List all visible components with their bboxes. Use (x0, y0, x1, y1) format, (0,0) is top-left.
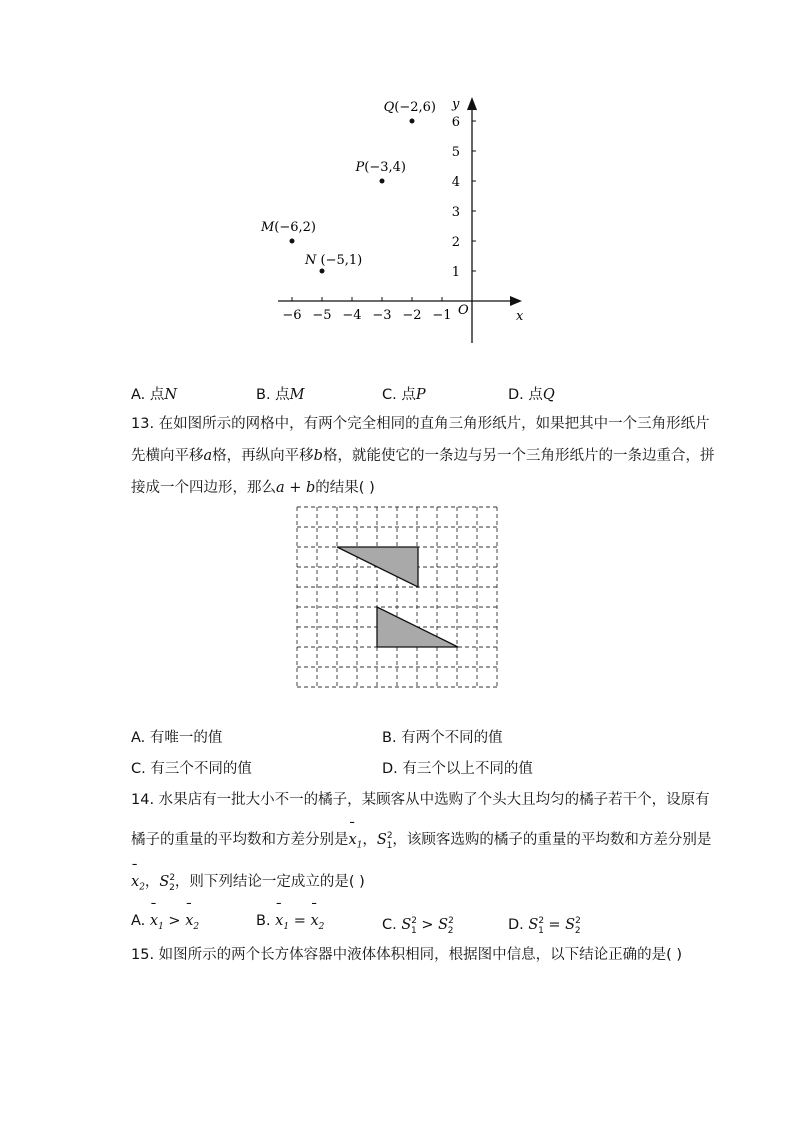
point-Q (410, 119, 415, 124)
option-a-text: A. 点 (131, 387, 165, 403)
point-label-Q: Q(−2,6) (383, 100, 436, 115)
x-bar: ¯ x (310, 911, 318, 931)
q12-option-b[interactable] (256, 385, 305, 405)
q14-sub: 2 (169, 882, 175, 893)
sup: 2 (575, 916, 581, 926)
q14-s-var: S (376, 831, 387, 848)
q13-expression: a + b (276, 480, 316, 496)
point-N (320, 269, 325, 274)
q14-sub: 2 (139, 882, 145, 893)
x-bar: ¯ x (275, 911, 283, 931)
eq-sign: = (543, 916, 566, 933)
q14-option-d[interactable] (508, 911, 581, 941)
option-prefix: C. (382, 916, 397, 933)
s-var: S (528, 916, 539, 933)
s-var: S (401, 916, 412, 933)
q14-sup: 2 (386, 831, 393, 841)
y-tick-label: 4 (451, 175, 460, 190)
point-P (380, 179, 385, 184)
option-prefix: A. (131, 913, 146, 929)
sup: 2 (411, 916, 418, 926)
sub: 1 (411, 925, 417, 936)
q12-option-d[interactable] (508, 385, 555, 405)
x-bar: ¯ x (150, 911, 158, 931)
q14-sep: ， (144, 873, 160, 890)
point-label-P: P(−3,4) (355, 160, 406, 175)
point-label-M: M(−6,2) (260, 220, 316, 235)
y-tick-label: 1 (451, 265, 460, 280)
q14-line-2 (131, 826, 711, 856)
q14-text: 橘子的重量的平均数和方差分别是 (131, 831, 349, 848)
q14-text: ，该顾客选购的橘子的重量的平均数和方差分别是 (392, 831, 712, 848)
q14-option-a[interactable] (131, 911, 199, 937)
sup: 2 (448, 916, 454, 926)
q14-option-c[interactable] (382, 911, 454, 941)
q13-text: 接成一个四边形，那么 (131, 480, 276, 496)
x-axis-label: x (516, 309, 524, 324)
eq-sign: = (289, 913, 311, 929)
sub: 2 (318, 921, 325, 932)
q14-x-bar: ¯ x (131, 872, 139, 892)
option-b-text: B. 点 (256, 387, 290, 403)
q13-text: 的结果( ) (315, 480, 375, 496)
y-tick-label: 2 (451, 235, 460, 250)
x-tick-label: −6 (282, 308, 302, 323)
x-axis-arrow (510, 296, 522, 306)
q13-option-c[interactable]: C. 有三个不同的值 (131, 761, 252, 777)
origin-label: O (458, 303, 469, 318)
sub: 2 (447, 925, 454, 936)
q13-text: 先横向平移 (131, 448, 204, 464)
q13-var-a: a (203, 448, 213, 464)
y-tick-label: 3 (451, 205, 460, 220)
q12-option-a[interactable] (131, 385, 177, 405)
y-axis-label: y (452, 97, 460, 112)
sub: 1 (538, 925, 544, 936)
sub: 2 (574, 925, 581, 936)
sub: 2 (193, 921, 200, 932)
y-tick-label: 5 (451, 145, 460, 160)
q13-var-b: b (313, 448, 323, 464)
triangle-grid-figure (290, 500, 504, 694)
q13-option-d[interactable]: D. 有三个以上不同的值 (382, 761, 533, 777)
q14-sup: 2 (169, 873, 176, 883)
point-M (290, 239, 295, 244)
s-var: S (565, 916, 576, 933)
q13-option-b[interactable]: B. 有两个不同的值 (382, 730, 503, 746)
q13-text: 格，就能使它的一条边与另一个三角形纸片的一条边重合，拼 (322, 448, 715, 464)
option-d-var: Q (542, 387, 555, 403)
q13-line-3 (131, 478, 375, 498)
q13-line-2 (131, 446, 714, 466)
q14-sep: ， (362, 831, 377, 848)
q14-s-var: S (159, 873, 170, 890)
option-b-var: M (289, 387, 305, 403)
q14-line-1: 14. 水果店有一批大小不一的橘子，某顾客从中选购了个头大且均匀的橘子若干个，设原有 (131, 792, 710, 808)
coordinate-plane-figure (0, 0, 794, 360)
option-d-text: D. 点 (508, 387, 543, 403)
x-tick-label: −4 (342, 308, 362, 323)
q13-option-a[interactable]: A. 有唯一的值 (131, 730, 223, 746)
x-tick-label: −2 (402, 308, 422, 323)
q13-line-1: 13. 在如图所示的网格中，有两个完全相同的直角三角形纸片，如果把其中一个三角形纸片 (131, 416, 710, 432)
x-tick-label: −1 (432, 308, 452, 323)
s-var: S (438, 916, 449, 933)
q14-x-bar: ¯ x (349, 830, 357, 850)
point-label-N: N (−5,1) (305, 253, 363, 268)
option-prefix: D. (508, 916, 524, 933)
x-bar: ¯ x (185, 911, 193, 931)
option-c-var: P (415, 387, 426, 403)
sub: 1 (158, 921, 164, 932)
sup: 2 (538, 916, 545, 926)
option-a-var: N (164, 387, 178, 403)
gt-sign: > (416, 916, 439, 933)
q12-option-c[interactable] (382, 385, 426, 405)
q14-text: ，则下列结论一定成立的是( ) (174, 873, 365, 890)
y-tick-label: 6 (451, 115, 460, 130)
option-prefix: B. (256, 913, 271, 929)
q13-text: 格，再纵向平移 (212, 448, 314, 464)
q14-sub: 1 (356, 840, 363, 851)
q14-sub: 1 (386, 840, 393, 851)
sub: 1 (283, 921, 290, 932)
y-axis-arrow (467, 97, 477, 110)
x-tick-label: −3 (372, 308, 392, 323)
q14-line-3 (131, 868, 365, 898)
q14-option-b[interactable] (256, 911, 324, 937)
x-tick-label: −5 (312, 308, 332, 323)
option-c-text: C. 点 (382, 387, 416, 403)
gt-sign: > (163, 913, 186, 929)
q15-line-1: 15. 如图所示的两个长方体容器中液体体积相同，根据图中信息，以下结论正确的是( ) (131, 947, 683, 963)
